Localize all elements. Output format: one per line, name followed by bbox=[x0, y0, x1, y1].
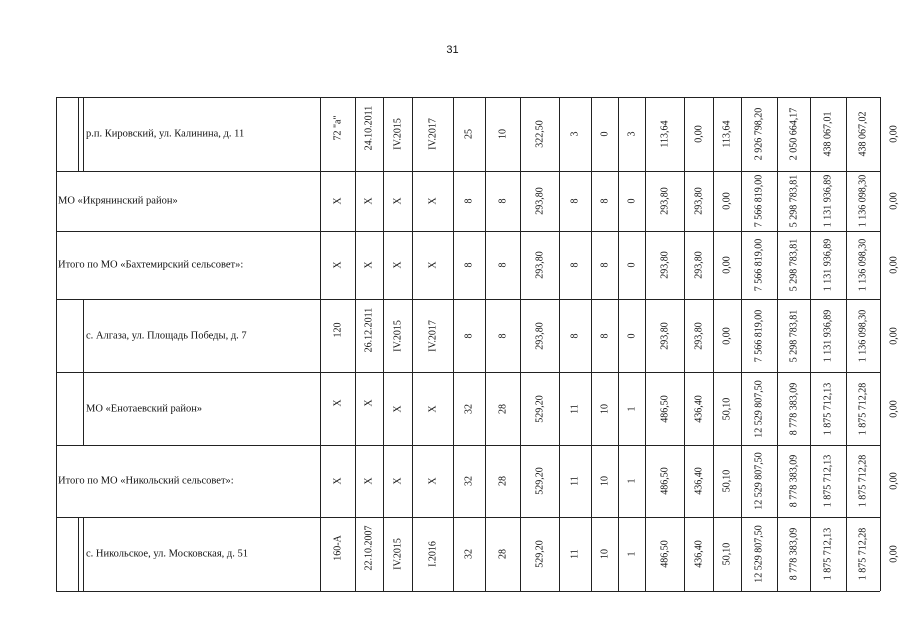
table-cell: 28 bbox=[497, 549, 508, 559]
table-cell: Х bbox=[363, 261, 375, 269]
table-cell: 293,80 bbox=[693, 321, 704, 350]
table-cell: 0,00 bbox=[693, 125, 704, 143]
table-cell: 25 bbox=[463, 129, 475, 139]
table-cell: 3 bbox=[626, 131, 637, 137]
table-cell: 0,00 bbox=[721, 256, 733, 274]
table-cell: 1 136 098,30 bbox=[857, 309, 869, 362]
table-cell: 12 529 807,50 bbox=[753, 525, 765, 583]
table-cell: 5 298 783,81 bbox=[788, 174, 799, 228]
table-cell: 8 bbox=[463, 262, 475, 268]
table-cell: Х bbox=[332, 261, 343, 269]
table-cell: 0,00 bbox=[888, 125, 900, 143]
table-cell: 1 bbox=[626, 551, 637, 557]
page-number: 31 bbox=[446, 44, 459, 56]
table-cell: IV.2015 bbox=[392, 538, 403, 570]
table-cell: 12 529 807,50 bbox=[753, 452, 765, 510]
table-cell: 0 bbox=[599, 131, 610, 137]
table-cell: 1 875 712,28 bbox=[857, 454, 869, 508]
column-border bbox=[412, 97, 413, 591]
table-cell: Х bbox=[427, 197, 438, 205]
table-cell: 0 bbox=[626, 333, 637, 338]
table-cell: 8 778 383,09 bbox=[788, 382, 799, 435]
row-name: МО «Икрянинский район» bbox=[58, 195, 178, 207]
column-border bbox=[520, 97, 521, 591]
table-cell: Х bbox=[332, 399, 343, 407]
indent-border bbox=[83, 97, 84, 171]
table-cell: Х bbox=[427, 404, 438, 413]
row-name: с. Алгаза, ул. Площадь Победы, д. 7 bbox=[86, 330, 247, 341]
table-cell: 28 bbox=[497, 403, 508, 414]
row-border bbox=[56, 372, 880, 373]
table-cell: 72 "а" bbox=[332, 115, 343, 141]
row-border bbox=[56, 517, 880, 518]
table-cell: 32 bbox=[463, 403, 475, 414]
table-cell: 0,00 bbox=[721, 326, 733, 345]
row-name: р.п. Кировский, ул. Калинина, д. 11 bbox=[86, 128, 245, 140]
table-cell: 1 131 936,89 bbox=[822, 174, 834, 228]
row-border bbox=[56, 171, 880, 172]
table-cell: 24.10.2011 bbox=[363, 105, 375, 151]
indent-border bbox=[83, 372, 84, 445]
table-cell: Х bbox=[363, 399, 375, 407]
table-cell: 11 bbox=[569, 549, 581, 559]
table-cell: 529,20 bbox=[534, 467, 545, 495]
table-cell: 1 131 936,89 bbox=[822, 309, 834, 362]
table-cell: 0,00 bbox=[888, 256, 900, 274]
table-cell: 28 bbox=[497, 476, 508, 486]
table-cell: 0,00 bbox=[888, 545, 900, 563]
table-cell: 26.12.2011 bbox=[363, 307, 375, 352]
table-cell: 293,80 bbox=[693, 251, 704, 279]
table-cell: 3 bbox=[569, 131, 581, 137]
table-cell: 50,10 bbox=[721, 469, 733, 493]
table-cell: 7 566 819,00 bbox=[753, 309, 765, 362]
table-cell: 293,80 bbox=[534, 321, 545, 350]
table-cell: 10 bbox=[497, 129, 508, 139]
table-cell: 322,50 bbox=[534, 120, 545, 148]
table-cell: 10 bbox=[599, 476, 610, 486]
column-border bbox=[56, 97, 57, 591]
table-cell: 486,50 bbox=[659, 540, 670, 568]
table-cell: 11 bbox=[569, 476, 581, 486]
table-cell: 2 050 664,17 bbox=[788, 107, 799, 161]
column-border bbox=[713, 97, 714, 591]
column-border bbox=[383, 97, 384, 591]
table-cell: 0 bbox=[626, 262, 637, 268]
row-name: МО «Енотаевский район» bbox=[86, 403, 203, 414]
indent-border bbox=[78, 97, 79, 171]
table-cell: Х bbox=[392, 197, 403, 205]
table-cell: 8 bbox=[569, 198, 581, 204]
table-cell: 12 529 807,50 bbox=[753, 379, 765, 438]
table-cell: 1 875 712,13 bbox=[822, 527, 834, 581]
table-cell: IV.2015 bbox=[392, 319, 403, 352]
table-cell: 7 566 819,00 bbox=[753, 174, 765, 228]
column-border bbox=[846, 97, 847, 591]
row-border bbox=[56, 231, 880, 232]
table-cell: 1 136 098,30 bbox=[857, 174, 869, 228]
column-border bbox=[618, 97, 619, 591]
table-cell: 0,00 bbox=[888, 326, 900, 345]
table-cell: 1 875 712,28 bbox=[857, 382, 869, 435]
table-cell: 0,00 bbox=[888, 472, 900, 490]
indent-border bbox=[83, 517, 84, 591]
table-cell: 8 bbox=[569, 333, 581, 338]
table-cell: Х bbox=[332, 197, 343, 205]
table-cell: 293,80 bbox=[659, 251, 670, 279]
column-border bbox=[485, 97, 486, 591]
table-cell: 0 bbox=[626, 198, 637, 204]
table-cell: 0,00 bbox=[721, 192, 733, 210]
row-border bbox=[56, 591, 880, 592]
table-cell: 293,80 bbox=[659, 321, 670, 350]
table-cell: 1 136 098,30 bbox=[857, 238, 869, 292]
column-border bbox=[880, 97, 881, 591]
table-cell: Х bbox=[392, 477, 403, 485]
table-cell: 10 bbox=[599, 403, 610, 414]
indent-border bbox=[78, 517, 79, 591]
column-border bbox=[559, 97, 560, 591]
row-name: с. Никольское, ул. Московская, д. 51 bbox=[86, 548, 249, 560]
table-cell: 1 875 712,28 bbox=[857, 527, 869, 581]
column-border bbox=[320, 97, 321, 591]
row-border bbox=[56, 299, 880, 300]
table-cell: 1 875 712,13 bbox=[822, 382, 834, 435]
row-name: Итого по МО «Никольский сельсовет»: bbox=[58, 475, 234, 487]
table-cell: 436,40 bbox=[693, 540, 704, 568]
table-cell: 5 298 783,81 bbox=[788, 238, 799, 292]
table-cell: 8 bbox=[569, 262, 581, 268]
table-cell: 1 bbox=[626, 406, 637, 411]
table-cell: 7 566 819,00 bbox=[753, 238, 765, 292]
table-cell: 438 067,02 bbox=[857, 111, 869, 157]
table-cell: 486,50 bbox=[659, 467, 670, 495]
table-cell: Х bbox=[427, 477, 438, 485]
row-border bbox=[56, 97, 880, 98]
table-cell: IV.2017 bbox=[427, 319, 438, 352]
table-cell: 293,80 bbox=[693, 187, 704, 215]
table-cell: 50,10 bbox=[721, 397, 733, 420]
table-cell: 8 bbox=[599, 198, 610, 204]
column-border bbox=[453, 97, 454, 591]
table-cell: 8 bbox=[497, 262, 508, 268]
table-cell: 529,20 bbox=[534, 394, 545, 423]
table-cell: IV.2015 bbox=[392, 118, 403, 150]
table-cell: 0,00 bbox=[888, 399, 900, 418]
column-border bbox=[777, 97, 778, 591]
table-cell: 160-А bbox=[332, 535, 343, 561]
table-cell: Х bbox=[332, 477, 343, 485]
column-border bbox=[741, 97, 742, 591]
table-cell: 8 bbox=[599, 262, 610, 268]
table-cell: 436,40 bbox=[693, 467, 704, 495]
table-cell: 10 bbox=[599, 549, 610, 559]
column-border bbox=[684, 97, 685, 591]
table-cell: Х bbox=[363, 197, 375, 205]
table-cell: 293,80 bbox=[659, 187, 670, 215]
table-cell: 32 bbox=[463, 476, 475, 486]
table-cell: 1 875 712,13 bbox=[822, 454, 834, 508]
column-border bbox=[645, 97, 646, 591]
column-border bbox=[591, 97, 592, 591]
table-cell: 5 298 783,81 bbox=[788, 309, 799, 362]
table-cell: 529,20 bbox=[534, 540, 545, 568]
row-name: Итого по МО «Бахтемирский сельсовет»: bbox=[58, 259, 244, 271]
table-cell: 8 778 383,09 bbox=[788, 527, 799, 581]
table-cell: 2 926 798,20 bbox=[753, 107, 765, 161]
table-cell: 8 bbox=[463, 198, 475, 204]
table-cell: 293,80 bbox=[534, 251, 545, 279]
table-cell: 8 bbox=[463, 333, 475, 338]
table-cell: 8 bbox=[497, 333, 508, 338]
table-cell: 113,64 bbox=[721, 120, 733, 148]
table-cell: 50,10 bbox=[721, 542, 733, 566]
table-cell: 0,00 bbox=[888, 192, 900, 210]
table-cell: IV.2017 bbox=[427, 118, 438, 150]
table-cell: 1 bbox=[626, 478, 637, 484]
table-cell: 486,50 bbox=[659, 394, 670, 423]
indent-border bbox=[83, 299, 84, 372]
row-border bbox=[56, 445, 880, 446]
table-cell: I.2016 bbox=[427, 541, 438, 567]
table-cell: 438 067,01 bbox=[822, 111, 834, 157]
table-cell: Х bbox=[427, 261, 438, 269]
table-cell: Х bbox=[363, 477, 375, 485]
table-cell: 113,64 bbox=[659, 120, 670, 148]
table-cell: 22.10.2007 bbox=[363, 525, 375, 571]
table-cell: Х bbox=[392, 404, 403, 413]
table-cell: 8 778 383,09 bbox=[788, 454, 799, 508]
table-cell: Х bbox=[392, 261, 403, 269]
table-cell: 32 bbox=[463, 549, 475, 559]
column-border bbox=[810, 97, 811, 591]
table-cell: 11 bbox=[569, 403, 581, 414]
table-cell: 120 bbox=[332, 322, 343, 338]
table-cell: 1 131 936,89 bbox=[822, 238, 834, 292]
table-cell: 293,80 bbox=[534, 187, 545, 215]
table-cell: 8 bbox=[497, 198, 508, 204]
table-cell: 436,40 bbox=[693, 394, 704, 423]
table-cell: 8 bbox=[599, 333, 610, 338]
column-border bbox=[355, 97, 356, 591]
